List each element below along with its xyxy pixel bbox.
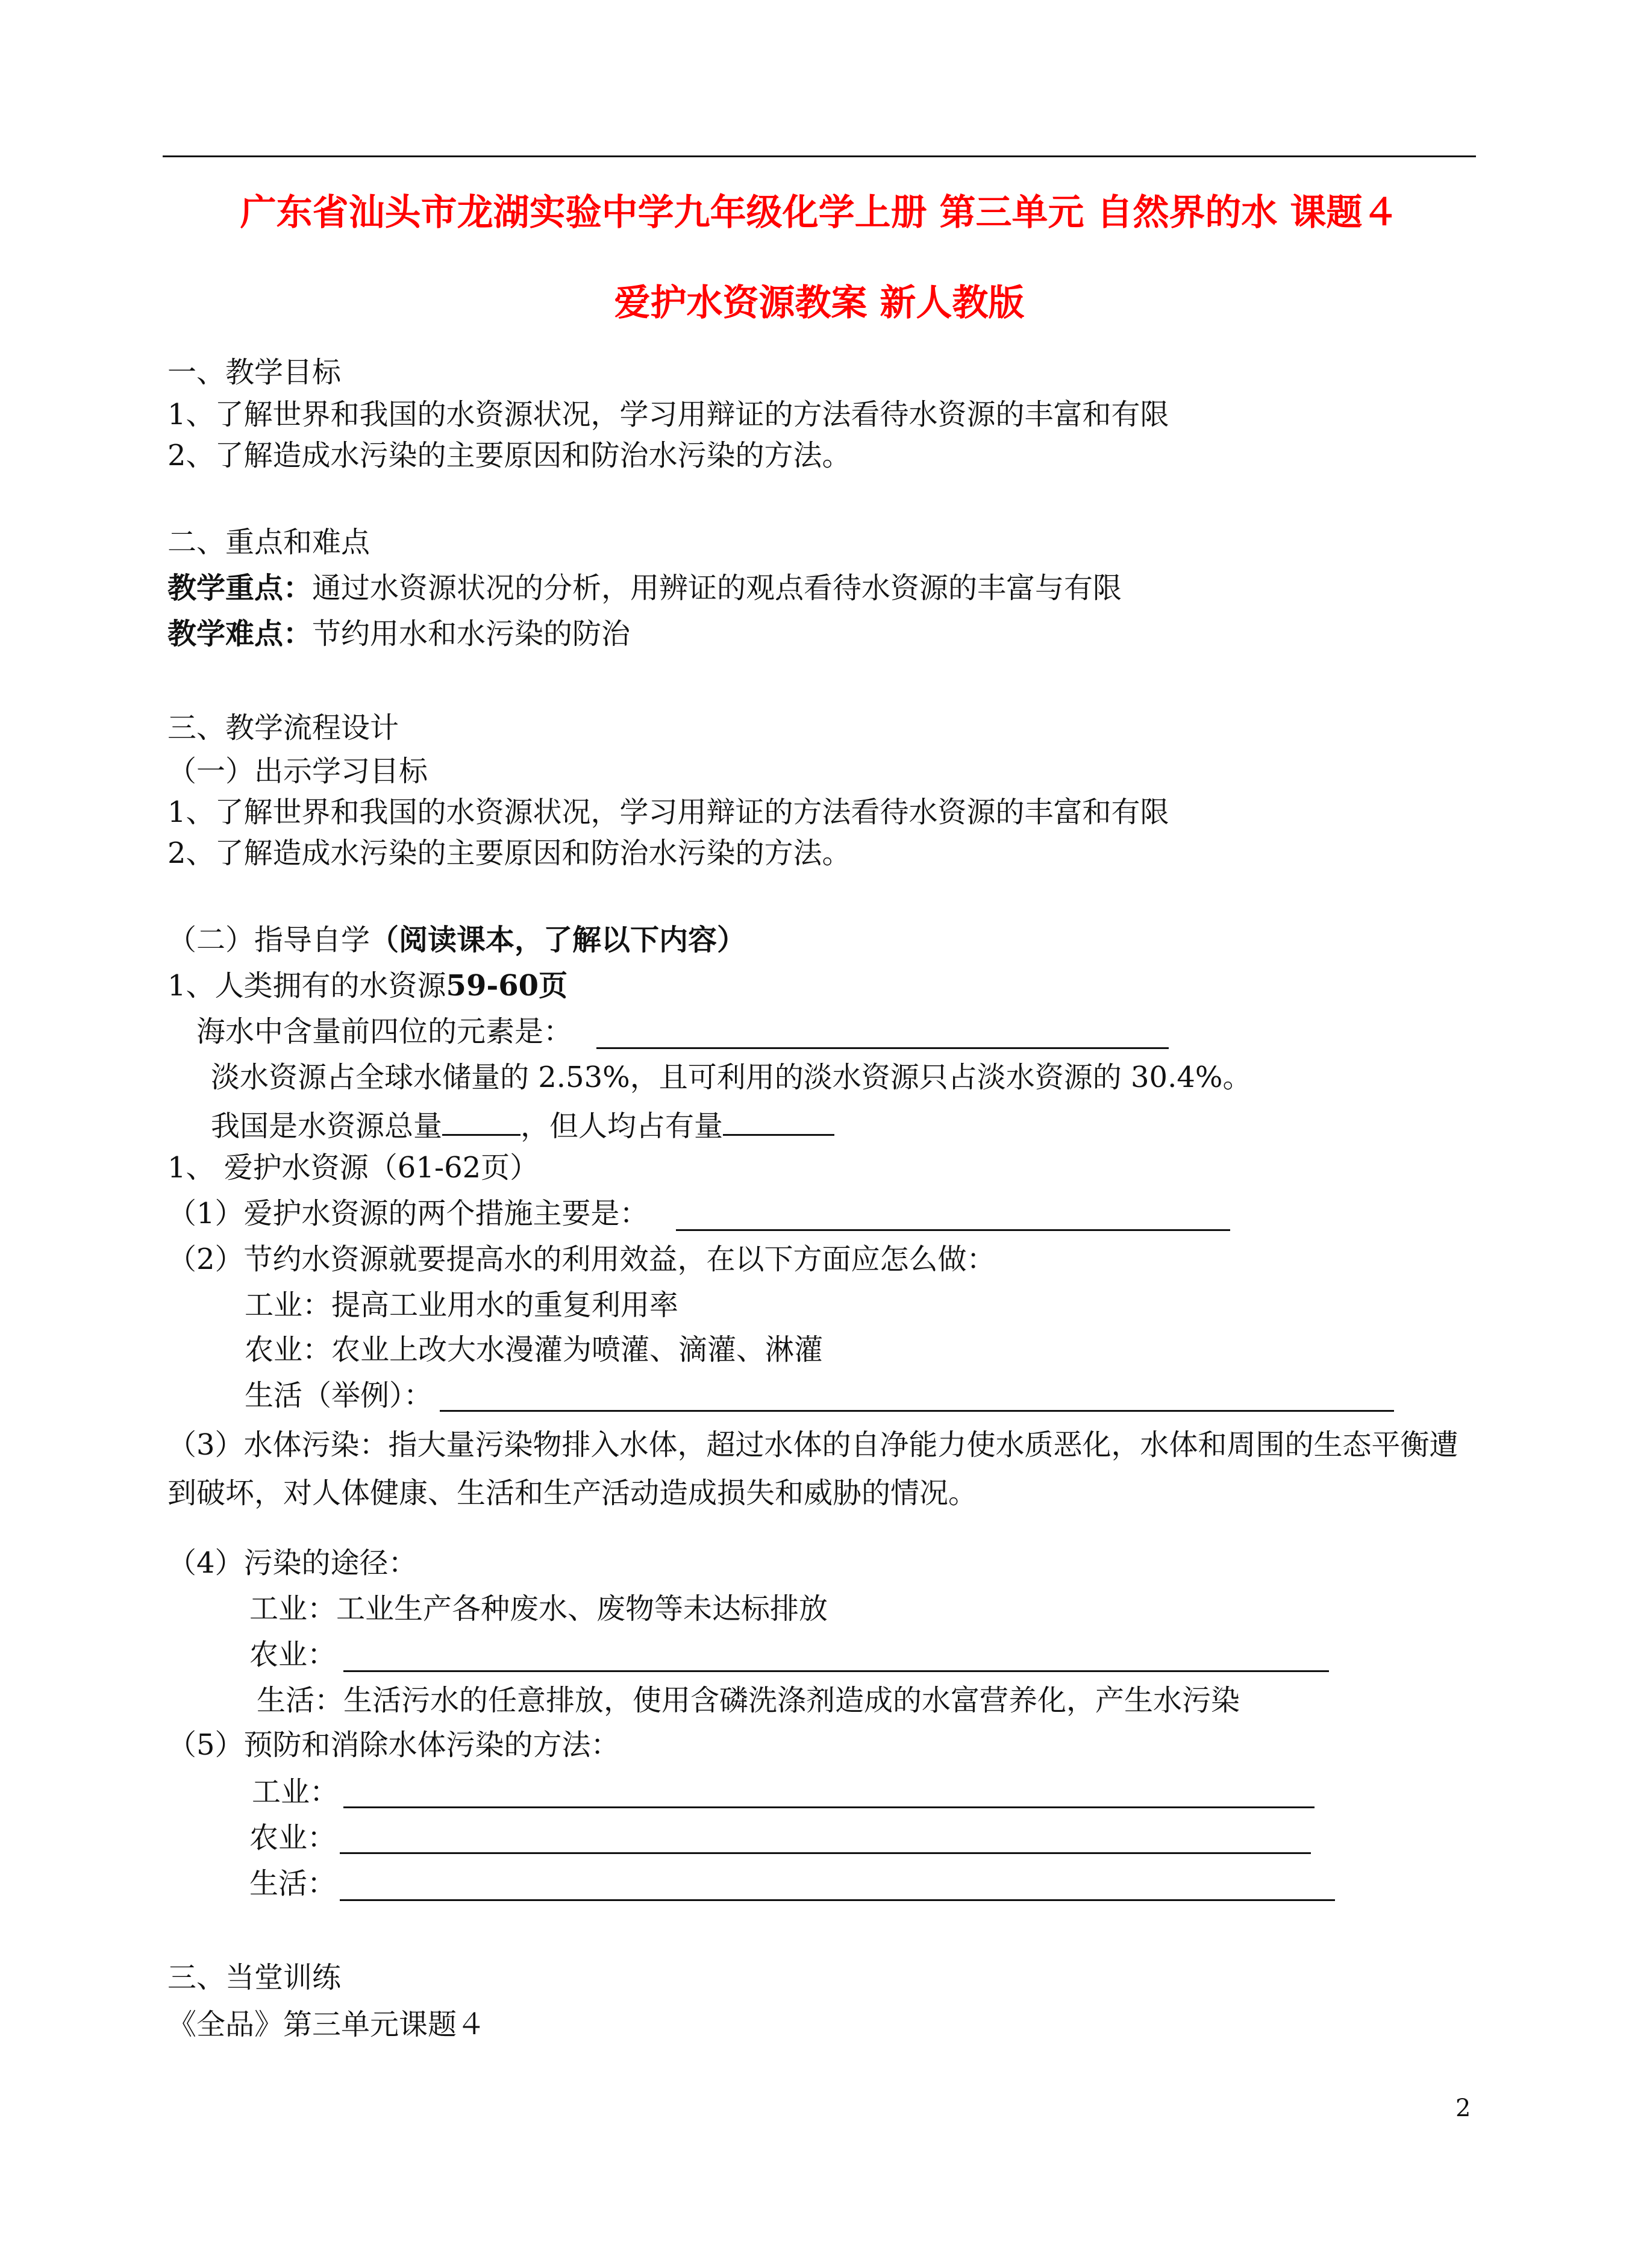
question-5-agriculture-label: 农业： bbox=[249, 1821, 337, 1855]
key-point-line bbox=[167, 570, 1122, 606]
page-number: 2 bbox=[1455, 2094, 1471, 2122]
section-1-heading: 一、教学目标 bbox=[167, 356, 342, 389]
question-4-life: 生活：生活污水的任意排放，使用含磷洗涤剂造成的水富营养化，产生水污染 bbox=[257, 1684, 1240, 1717]
question-1-answer-blank[interactable] bbox=[676, 1229, 1230, 1231]
subsection-1-item-1: 1、了解世界和我国的水资源状况，学习用辩证的方法看待水资源的丰富和有限 bbox=[167, 795, 1169, 829]
subsection-1-item-2: 2、了解造成水污染的主要原因和防治水污染的方法。 bbox=[167, 836, 851, 870]
question-1-label: （1）爱护水资源的两个措施主要是： bbox=[167, 1197, 649, 1230]
china-total-label: 我国是水资源总量 bbox=[211, 1109, 443, 1143]
section-2-heading: 二、重点和难点 bbox=[167, 525, 370, 559]
question-5-life-blank[interactable] bbox=[340, 1899, 1335, 1901]
difficulty-label: 教学难点： bbox=[167, 617, 313, 651]
section-4-heading: 三、当堂训练 bbox=[167, 1961, 342, 1994]
question-2-life-label: 生活（举例）： bbox=[245, 1379, 433, 1412]
document-title-line-2: 爱护水资源教案 新人教版 bbox=[614, 282, 1025, 324]
seawater-question: 海水中含量前四位的元素是： bbox=[196, 1015, 573, 1048]
part-1-heading bbox=[167, 968, 567, 1004]
section-1-item-1: 1、了解世界和我国的水资源状况，学习用辩证的方法看待水资源的丰富和有限 bbox=[167, 398, 1169, 431]
subsection-2-heading-bold: （阅读课本，了解以下内容） bbox=[370, 923, 746, 957]
key-point-label: 教学重点： bbox=[167, 571, 313, 605]
key-point-text: 通过水资源状况的分析，用辨证的观点看待水资源的丰富与有限 bbox=[312, 571, 1122, 605]
section-4-item: 《全品》第三单元课题４ bbox=[167, 2008, 486, 2041]
difficulty-text: 节约用水和水污染的防治 bbox=[312, 617, 631, 651]
header-rule bbox=[163, 155, 1476, 157]
question-2-industry: 工业：提高工业用水的重复利用率 bbox=[245, 1288, 679, 1322]
section-1-item-2: 2、了解造成水污染的主要原因和防治水污染的方法。 bbox=[167, 439, 851, 472]
question-5-industry-blank[interactable] bbox=[343, 1806, 1315, 1808]
china-per-capita-blank[interactable] bbox=[723, 1105, 834, 1136]
part-1-heading-plain: 1、人类拥有的水资源 bbox=[167, 969, 446, 1003]
question-2-agriculture: 农业：农业上改大水漫灌为喷灌、滴灌、淋灌 bbox=[245, 1333, 824, 1367]
question-5-heading: （5）预防和消除水体污染的方法： bbox=[167, 1728, 620, 1762]
question-5-industry-label: 工业： bbox=[252, 1775, 339, 1809]
part-1-heading-bold: 59-60页 bbox=[446, 969, 568, 1003]
question-2-life-blank[interactable] bbox=[440, 1410, 1394, 1412]
difficulty-line bbox=[167, 616, 630, 652]
question-4-industry: 工业：工业生产各种废水、废物等未达标排放 bbox=[249, 1592, 828, 1626]
china-water-line bbox=[211, 1105, 834, 1144]
question-3-text: （3）水体污染：指大量污染物排入水体，超过水体的自净能力使水质恶化，水体和周围的生态平衡遭到破坏，对人体健康、生活和生产活动造成损失和威胁的情况。 bbox=[167, 1428, 1458, 1510]
subsection-2-heading bbox=[167, 922, 746, 958]
document-title-line-1: 广东省汕头市龙湖实验中学九年级化学上册 第三单元 自然界的水 课题４ bbox=[240, 192, 1399, 234]
question-5-life-label: 生活： bbox=[249, 1867, 337, 1900]
question-4-agriculture-blank[interactable] bbox=[343, 1670, 1329, 1672]
china-per-capita-label: ，但人均占有量 bbox=[521, 1109, 724, 1143]
question-2-text: （2）节约水资源就要提高水的利用效益，在以下方面应怎么做： bbox=[167, 1242, 996, 1276]
question-4-agriculture-label: 农业： bbox=[249, 1638, 337, 1671]
part-2-heading: 1、 爱护水资源（61-62页） bbox=[167, 1151, 539, 1185]
subsection-2-heading-plain: （二）指导自学 bbox=[167, 923, 370, 957]
section-3-heading: 三、教学流程设计 bbox=[167, 711, 399, 745]
question-4-heading: （4）污染的途径： bbox=[167, 1546, 417, 1580]
china-total-blank[interactable] bbox=[442, 1105, 521, 1136]
subsection-1-heading: （一）出示学习目标 bbox=[167, 754, 428, 788]
freshwater-text: 淡水资源占全球水储量的 2.53%，且可利用的淡水资源只占淡水资源的 30.4%。 bbox=[211, 1060, 1252, 1094]
question-5-agriculture-blank[interactable] bbox=[340, 1852, 1311, 1854]
seawater-answer-blank[interactable] bbox=[596, 1047, 1169, 1049]
